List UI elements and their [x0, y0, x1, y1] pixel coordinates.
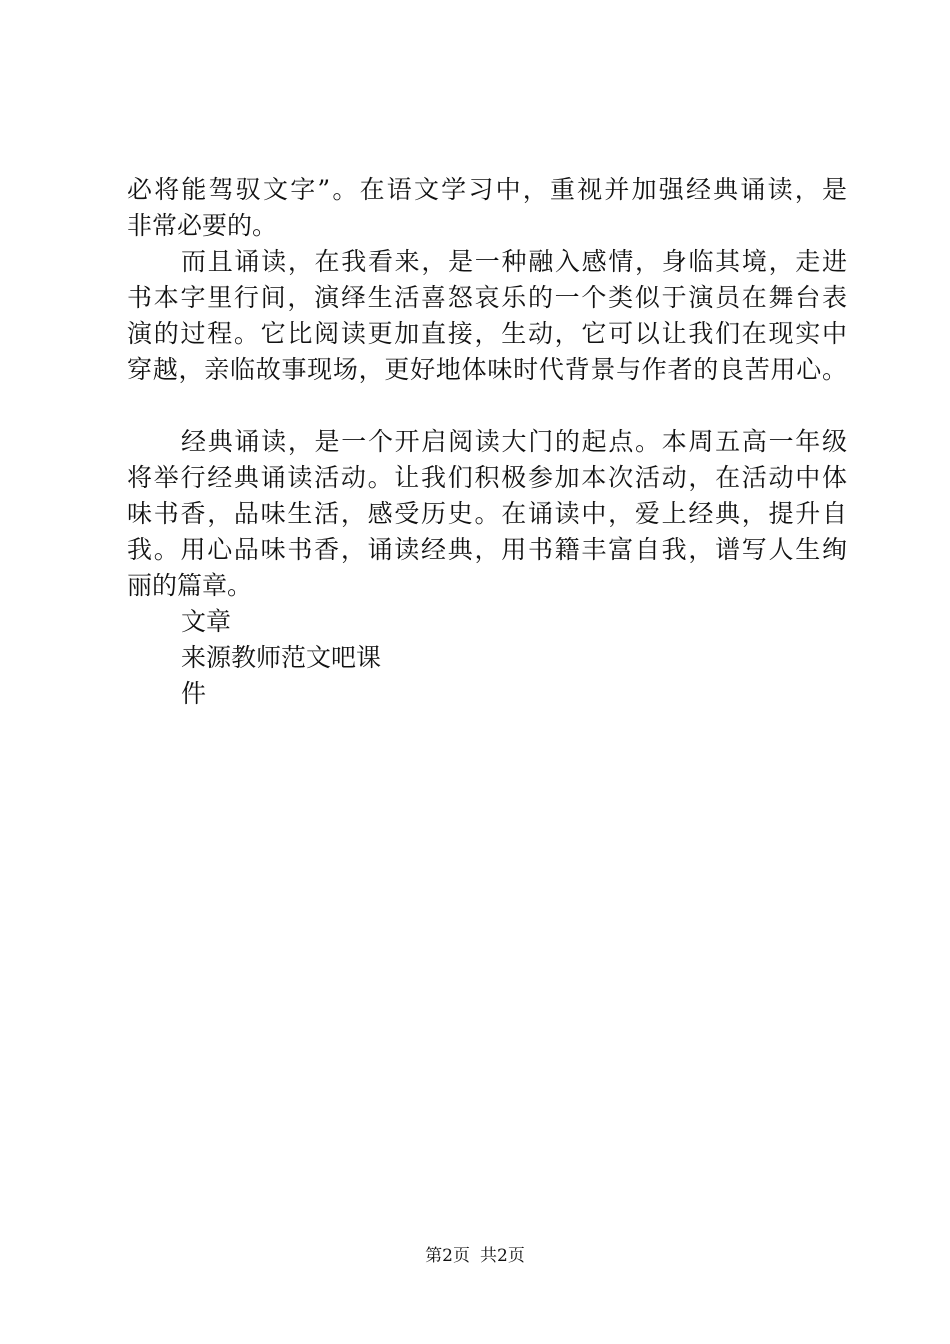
source-line: 来源教师范文吧课 [181, 643, 382, 672]
source-line: 件 [181, 679, 207, 708]
paragraph-3 [127, 424, 847, 604]
paragraph-2 [127, 244, 847, 388]
paragraph-line: 味书香，品味生活，感受历史。在诵读中，爱上经典，提升自 [127, 499, 847, 528]
source-line: 文章 [181, 607, 232, 636]
page-footer [0, 1244, 950, 1268]
page-total: 共2页 [480, 1246, 525, 1266]
paragraph-line: 经典诵读，是一个开启阅读大门的起点。本周五高一年级 [181, 427, 847, 456]
paragraph-line: 非常必要的。 [127, 211, 278, 240]
paragraph-line: 书本字里行间，演绎生活喜怒哀乐的一个类似于演员在舞台表 [127, 283, 847, 312]
paragraph-line: 而且诵读，在我看来，是一种融入感情，身临其境，走进 [181, 247, 847, 276]
page-number: 第2页 [425, 1246, 470, 1266]
document-body [127, 172, 847, 712]
paragraph-line: 穿越，亲临故事现场，更好地体味时代背景与作者的良苦用心。 [127, 355, 847, 384]
paragraph-line: 将举行经典诵读活动。让我们积极参加本次活动，在活动中体 [127, 463, 847, 492]
paragraph-spacer [127, 388, 847, 424]
paragraph-line: 必将能驾驭文字”。在语文学习中，重视并加强经典诵读，是 [127, 175, 847, 204]
paragraph-1 [127, 172, 847, 244]
source-note [127, 604, 847, 712]
paragraph-line: 我。用心品味书香，诵读经典，用书籍丰富自我，谱写人生绚 [127, 535, 847, 564]
paragraph-line: 演的过程。它比阅读更加直接，生动，它可以让我们在现实中 [127, 319, 847, 348]
paragraph-line: 丽的篇章。 [127, 571, 253, 600]
